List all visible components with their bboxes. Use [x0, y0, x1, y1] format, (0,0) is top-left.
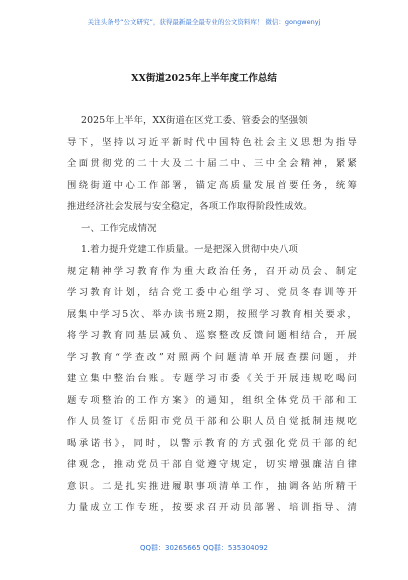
body-line: 2025年上半年，XX街道在区党工委、管委会的坚强领: [81, 115, 308, 126]
body-line: 将学习教育同基层减负、巡察整改反馈问题相结合，开展: [67, 330, 357, 341]
body-line: 围绕街道中心工作部署，锚定高质量发展首要任务，统筹: [67, 179, 357, 191]
document-title: XX街道2025年上半年度工作总结: [131, 73, 277, 84]
footer-qq-groups: QQ群：30265665 QQ群：535304092: [140, 544, 268, 552]
body-line: 展集中学习5次、举办读书班2期，按照学习教育相关要求，: [67, 308, 357, 320]
body-line: 推进经济社会发展与安全稳定，各项工作取得阶段性成效。: [67, 201, 313, 212]
body-line: 题专项整治的工作方案》的通知，组织全体党员干部和工: [67, 394, 357, 406]
body-line: 力量成立工作专班，按要求召开动员部署、培训指导、清: [67, 502, 357, 513]
body-line: 全面贯彻党的二十大及二十届二中、三中全会精神，紧紧: [67, 158, 357, 169]
body-line: 学习教育计划，结合党工委中心组学习、党员冬春训等开: [67, 287, 357, 298]
header-promo-note: 关注头条号“公文研究”，获得最新最全最专业的公文资料库！ 微信：gongwenyj: [87, 18, 321, 26]
body-line: 喝承诺书》，同时，以警示教育的方式强化党员干部的纪: [67, 437, 357, 449]
body-line: 导下，坚持以习近平新时代中国特色社会主义思想为指导: [67, 136, 357, 148]
body-line: 建立集中整治台账。专题学习市委《关于开展违规吃喝问: [67, 373, 357, 384]
body-line: 学习教育“学查改”对照两个问题清单开展查摆问题，并: [67, 351, 357, 363]
body-line: 律观念，推动党员干部自觉遵守规定，切实增强廉洁自律: [67, 459, 357, 470]
body-line: 1.着力提升党建工作质量。一是把深入贯彻中央八项: [81, 244, 299, 255]
document-body: [67, 110, 357, 519]
body-line: 意识。二是扎实推进履职事项清单工作，抽调各站所精干: [67, 480, 357, 492]
section-heading: 一、工作完成情况: [81, 222, 157, 234]
body-line: 规定精神学习教育作为重大政治任务，召开动员会、制定: [67, 265, 357, 277]
body-line: 作人员签订《岳阳市党员干部和公职人员自觉抵制违规吃: [67, 416, 357, 427]
